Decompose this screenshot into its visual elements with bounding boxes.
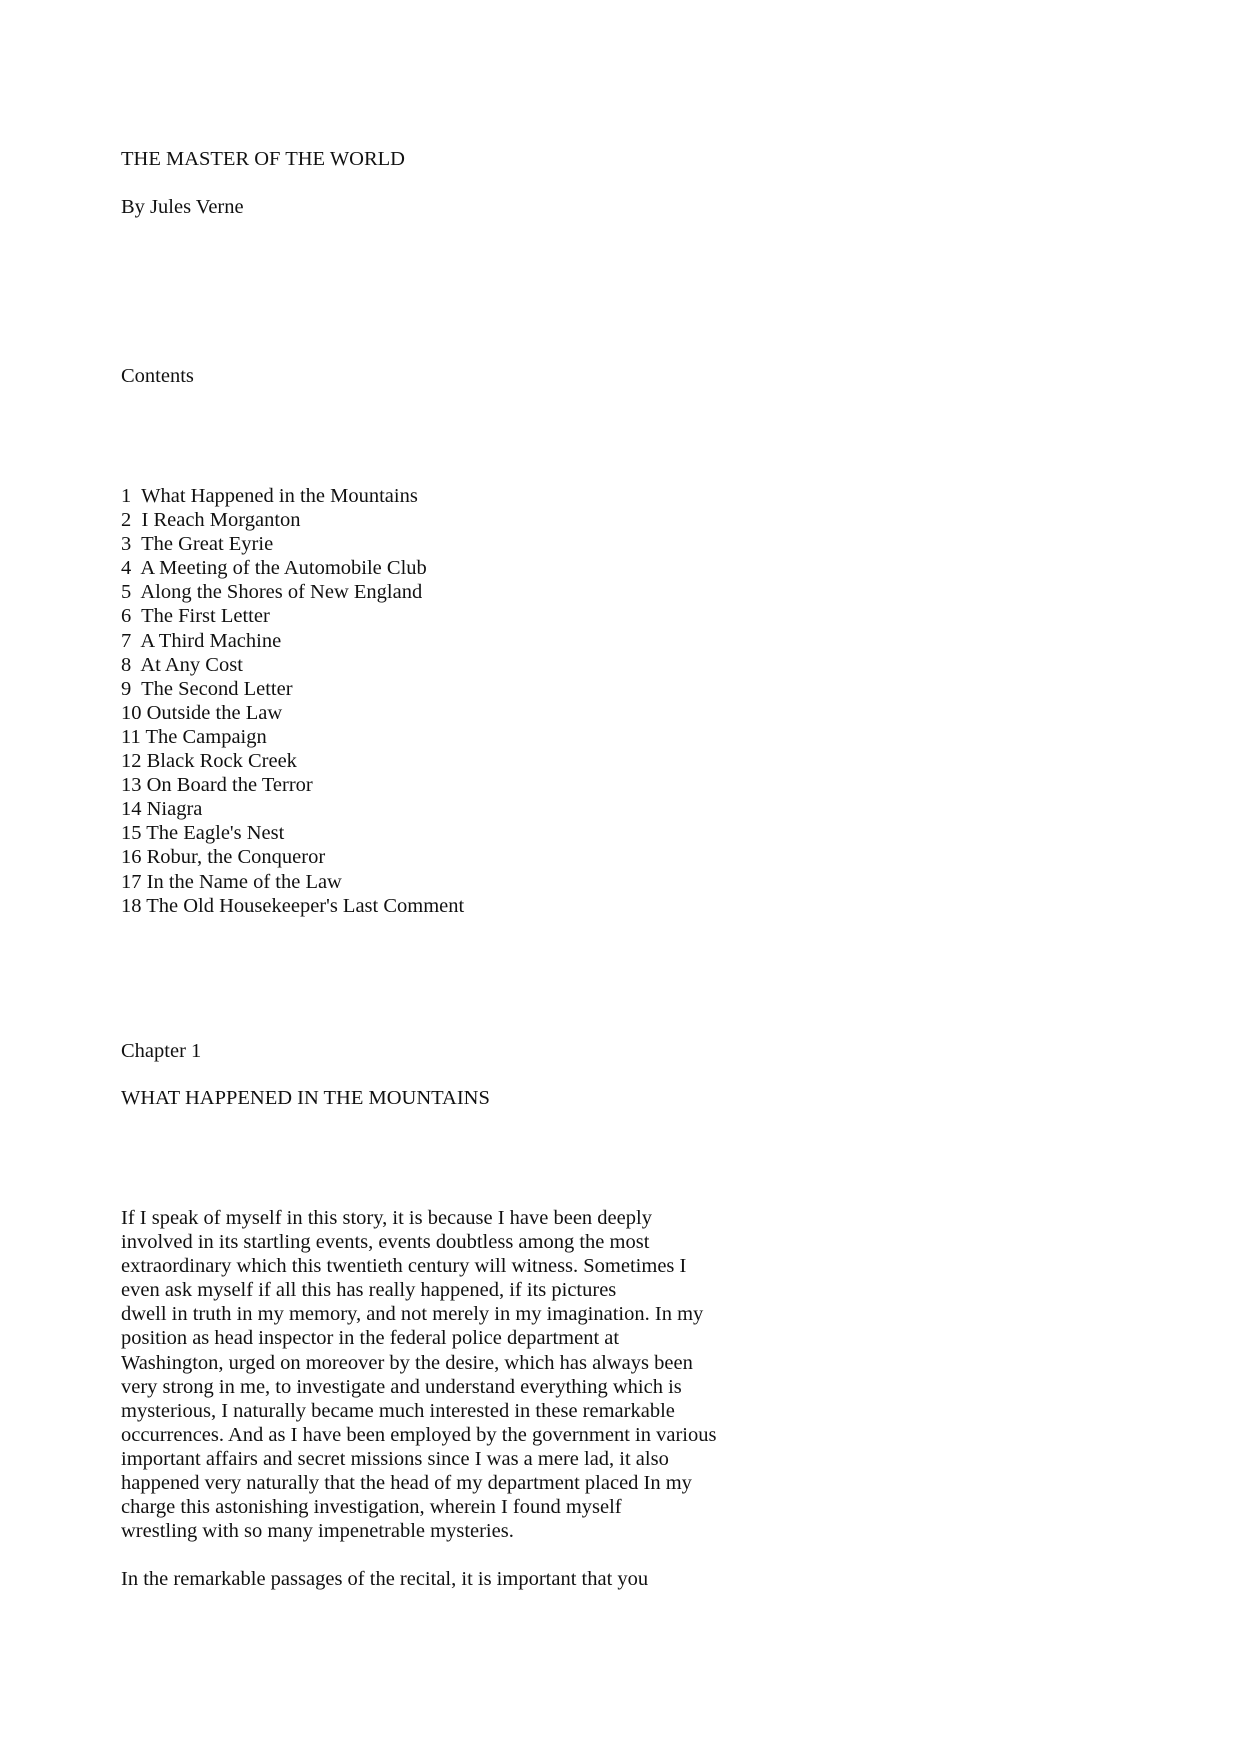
toc-item: 4 A Meeting of the Automobile Club — [121, 557, 427, 580]
paragraph-line: wrestling with so many impenetrable mysteries. — [121, 1520, 514, 1543]
contents-heading: Contents — [121, 365, 194, 387]
body-paragraph — [121, 1206, 716, 1543]
chapter-label: Chapter 1 — [121, 1040, 202, 1062]
paragraph-line: If I speak of myself in this story, it is because I have been deeply — [121, 1207, 652, 1229]
paragraph-line: important affairs and secret missions since I was a mere lad, it also — [121, 1447, 669, 1470]
paragraph-line: very strong in me, to investigate and understand everything which is — [121, 1375, 682, 1398]
toc-item: 13 On Board the Terror — [121, 774, 313, 797]
toc-item: 16 Robur, the Conqueror — [121, 846, 326, 869]
paragraph-line: happened very naturally that the head of my department placed In my — [121, 1472, 692, 1495]
toc-item: 14 Niagra — [121, 798, 203, 821]
table-of-contents — [121, 484, 464, 918]
toc-item: 9 The Second Letter — [121, 677, 293, 700]
toc-item: 12 Black Rock Creek — [121, 750, 297, 773]
paragraph-line: charge this astonishing investigation, wherein I found myself — [121, 1496, 622, 1519]
paragraph-line: even ask myself if all this has really happened, if its pictures — [121, 1279, 617, 1302]
paragraph-line: extraordinary which this twentieth century will witness. Sometimes I — [121, 1255, 687, 1278]
toc-item: 6 The First Letter — [121, 605, 270, 628]
paragraph-line: mysterious, I naturally became much interested in these remarkable — [121, 1399, 675, 1422]
toc-item: 5 Along the Shores of New England — [121, 581, 423, 604]
toc-item: 17 In the Name of the Law — [121, 870, 342, 893]
book-title: THE MASTER OF THE WORLD — [121, 148, 405, 170]
toc-item: 10 Outside the Law — [121, 701, 283, 724]
paragraph-line: dwell in truth in my memory, and not merely in my imagination. In my — [121, 1303, 704, 1326]
paragraph-line: occurrences. And as I have been employed by the government in various — [121, 1423, 717, 1446]
toc-item: 1 What Happened in the Mountains — [121, 485, 418, 507]
paragraph-line: position as head inspector in the federal police department at — [121, 1327, 620, 1350]
toc-item: 7 A Third Machine — [121, 629, 282, 652]
toc-item: 3 The Great Eyrie — [121, 533, 274, 556]
body-paragraph — [121, 1567, 648, 1591]
paragraph-line: involved in its startling events, events doubtless among the most — [121, 1231, 650, 1254]
toc-item: 18 The Old Housekeeper's Last Comment — [121, 894, 465, 917]
toc-item: 15 The Eagle's Nest — [121, 822, 285, 845]
paragraph-line: In the remarkable passages of the recital, it is important that you — [121, 1568, 649, 1590]
toc-item: 2 I Reach Morganton — [121, 509, 301, 532]
chapter-title: WHAT HAPPENED IN THE MOUNTAINS — [121, 1087, 490, 1109]
paragraph-line: Washington, urged on moreover by the desire, which has always been — [121, 1351, 693, 1374]
book-author: By Jules Verne — [121, 196, 244, 218]
toc-item: 11 The Campaign — [121, 725, 267, 748]
toc-item: 8 At Any Cost — [121, 653, 243, 676]
